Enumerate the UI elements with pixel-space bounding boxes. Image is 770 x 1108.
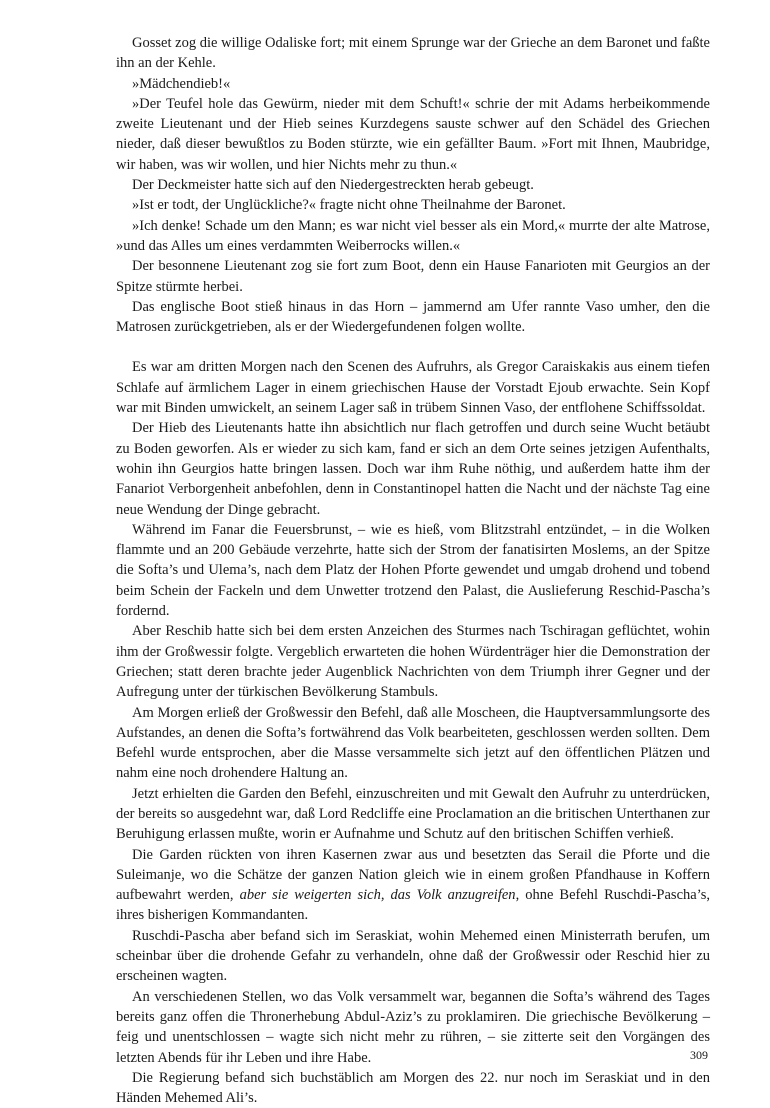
paragraph-guards-after: , ohne Befehl Ruschdi-Pascha’s, ihres bisherigen Kommandanten. <box>116 887 710 924</box>
paragraph-guards-italic: aber sie weigerten sich, das Volk anzugreifen <box>239 887 516 904</box>
paragraph: Der Deckmeister hatte sich auf den Niedergestreckten herab gebeugt. <box>132 177 534 194</box>
page-text <box>116 33 710 1108</box>
paragraph-guards-before: Die Garden rückten von ihren Kasernen zwar aus und besetzten das Serail die Pforte und die Suleimanje, wo die Schätze der ganzen Nation gleich wie in einem großen Pfandhause in Koffern aufbewahrt werden, <box>116 846 710 904</box>
paragraph: Ruschdi-Pascha aber befand sich im Seraskiat, wohin Mehemed einen Ministerrath berufen, um scheinbar über die drohende Gefahr zu verhandeln, ohne daß der Großwessir oder Reschid hier zu erscheinen wagten. <box>116 927 710 985</box>
paragraph: Der besonnene Lieutenant zog sie fort zum Boot, denn ein Hause Fanarioten mit Geurgios an der Spitze stürmte herbei. <box>116 258 710 295</box>
page-number: 309 <box>690 1048 708 1062</box>
paragraph: Gosset zog die willige Odaliske fort; mit einem Sprunge war der Grieche an dem Baronet und faßte ihn an der Kehle. <box>116 35 710 72</box>
paragraph: An verschiedenen Stellen, wo das Volk versammelt war, begannen die Softa’s während des Tages bereits ganz offen die Thronerhebung Abdul-Aziz’s zu proklamiren. Die griechische Bevölkerung – feig und unentschlossen – wagte sich nicht mehr zu rühren, – sie zitterte seit den Vorgängen des letzten Abends für ihr Leben und ihre Habe. <box>116 988 710 1066</box>
paragraph: Die Regierung befand sich buchstäblich am Morgen des 22. nur noch im Seraskiat und in den Händen Mehemed Ali’s. <box>116 1069 710 1107</box>
paragraph: »Ich denke! Schade um den Mann; es war nicht viel besser als ein Mord,« murrte der alte Matrose, »und das Alles um eines verdammten Weiberrocks willen.« <box>116 217 710 254</box>
paragraph: Es war am dritten Morgen nach den Scenen des Aufruhrs, als Gregor Caraiskakis aus einem tiefen Schlafe auf ärmlichem Lager in einem griechischen Hause der Vorstadt Ejoub erwachte. Sein Kopf war mit Binden umwickelt, an seinem Lager saß in trübem Sinnen Vaso, der entflohene Schiffssoldat. <box>116 359 710 417</box>
paragraph: Der Hieb des Lieutenants hatte ihn absichtlich nur flach getroffen und durch seine Wucht betäubt zu Boden geworfen. Als er wieder zu sich kam, fand er sich an dem Orte seines jetzigen Aufenthalts, wohin ihn Geurgios hatte bringen lassen. Doch war ihm Ruhe nöthig, und außerdem hatte ihm der Fanariot Verborgenheit anbefohlen, denn in Constantinopel hatten die Nacht und der nächste Tag eine neue Wendung der Dinge gebracht. <box>116 420 710 518</box>
paragraph: »Der Teufel hole das Gewürm, nieder mit dem Schuft!« schrie der mit Adams herbeikommende zweite Lieutenant und der Hieb seines Kurzdegens sauste schwer auf den Schädel des Griechen nieder, daß dieser bewußtlos zu Boden stürzte, wie ein gefällter Baum. »Fort mit Ihnen, Maubridge, wir haben, was wir wollen, und hier Nichts mehr zu thun.« <box>116 95 710 173</box>
paragraph: Während im Fanar die Feuersbrunst, – wie es hieß, vom Blitzstrahl entzündet, – in die Wolken flammte und an 200 Gebäude verzehrte, hatte sich der Strom der fanatisirten Moslems, an der Spitze die Softa’s und Ulema’s, nach dem Platz der Hohen Pforte gewendet und umgab drohend und tobend beim Schein der Fackeln und dem Unwetter trotzend den Palast, die Auslieferung Reschid-Pascha’s fordernd. <box>116 521 710 620</box>
paragraph-guards <box>116 845 710 926</box>
paragraph: »Ist er todt, der Unglückliche?« fragte nicht ohne Theilnahme der Baronet. <box>132 197 566 214</box>
paragraph: Das englische Boot stieß hinaus in das Horn – jammernd am Ufer rannte Vaso umher, den die Matrosen zurückgetrieben, als er der Wiedergefundenen folgen wollte. <box>116 298 710 336</box>
paragraph: Jetzt erhielten die Garden den Befehl, einzuschreiten und mit Gewalt den Aufruhr zu unterdrücken, der bereits so ausgedehnt war, daß Lord Redcliffe eine Proclamation an die britischen Unterthanen zur Beruhigung erlassen mußte, worin er Aufnahme und Schutz auf den britischen Schiffen verhieß. <box>116 785 710 843</box>
paragraph: Am Morgen erließ der Großwessir den Befehl, daß alle Moscheen, die Hauptversammlungsorte des Aufstandes, an denen die Softa’s fortwährend das Volk bearbeiteten, geschlossen werden sollten. Dem Befehl wurde entsprochen, aber die Masse versammelte sich jetzt auf den öffentlichen Plätzen und nahm eine noch drohendere Haltung an. <box>116 704 710 782</box>
paragraph: Aber Reschib hatte sich bei dem ersten Anzeichen des Sturmes nach Tschiragan geflüchtet, wohin ihm der Großwessir folgte. Vergeblich erwarteten die hohen Würdenträger hier die Demonstration der Griechen; statt deren brachte jeder Augenblick Nachrichten von dem Triumph ihrer Gegner und der Aufregung unter der türkischen Bevölkerung Stambuls. <box>116 623 710 701</box>
paragraph: »Mädchendieb!« <box>132 75 231 92</box>
